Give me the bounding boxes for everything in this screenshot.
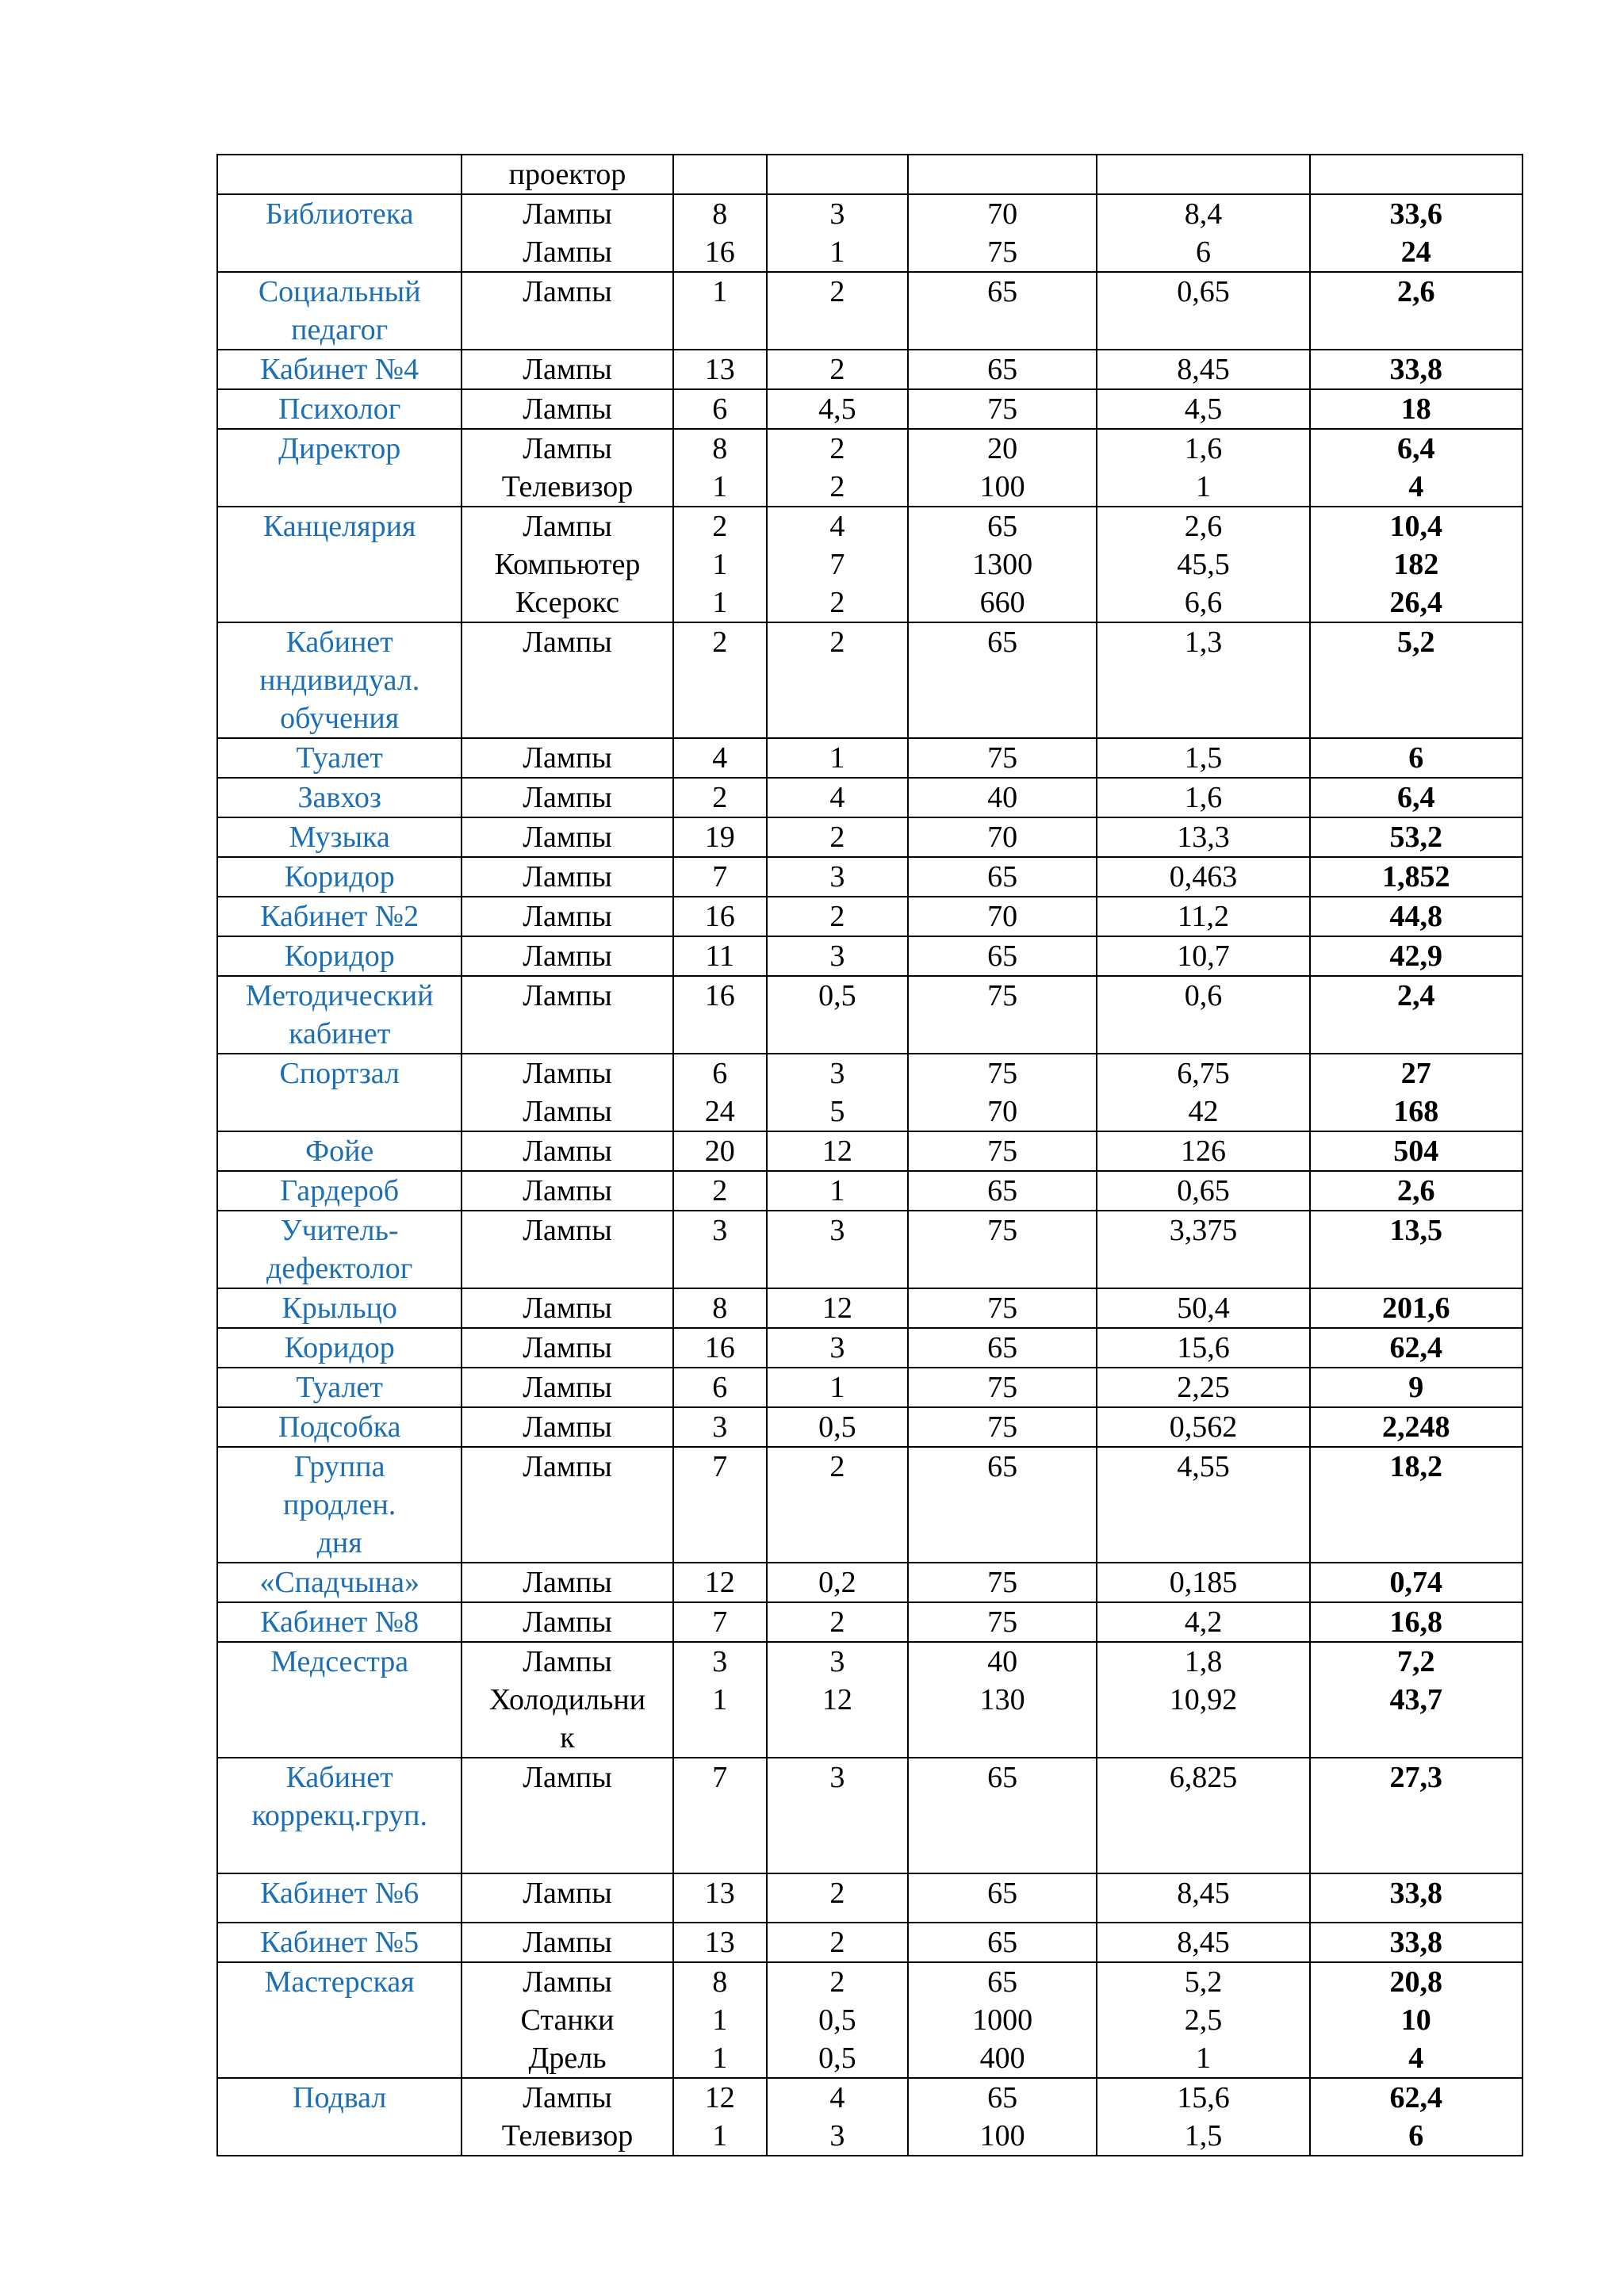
- total-consumption-cell: 6,4 4: [1310, 429, 1522, 507]
- quantity-cell: 1: [673, 272, 767, 350]
- daily-consumption-cell: 15,6 1,5: [1097, 2078, 1309, 2156]
- daily-consumption-cell: 3,375: [1097, 1211, 1309, 1288]
- daily-consumption-cell: 1,8 10,92: [1097, 1642, 1309, 1758]
- total-consumption-cell: 53,2: [1310, 817, 1522, 857]
- room-name-cell: Директор: [217, 429, 462, 507]
- total-consumption-cell: 2,4: [1310, 976, 1522, 1054]
- power-cell: 75 70: [908, 1054, 1097, 1131]
- hours-cell: 3: [767, 857, 908, 897]
- quantity-cell: 7: [673, 857, 767, 897]
- quantity-cell: 2 1 1: [673, 507, 767, 622]
- power-cell: 70: [908, 817, 1097, 857]
- daily-consumption-cell: 4,2: [1097, 1602, 1309, 1642]
- hours-cell: 0,2: [767, 1563, 908, 1602]
- device-cell: Лампы: [462, 389, 672, 429]
- room-name-cell: Спортзал: [217, 1054, 462, 1131]
- quantity-cell: 8 16: [673, 194, 767, 272]
- room-name-cell: Канцелярия: [217, 507, 462, 622]
- device-cell: Лампы: [462, 1923, 672, 1962]
- total-consumption-cell: 62,4 6: [1310, 2078, 1522, 2156]
- power-cell: 65: [908, 1447, 1097, 1563]
- hours-cell: 2 0,5 0,5: [767, 1962, 908, 2078]
- daily-consumption-cell: 10,7: [1097, 936, 1309, 976]
- room-name-cell: Подсобка: [217, 1407, 462, 1447]
- hours-cell: 0,5: [767, 976, 908, 1054]
- device-cell: Лампы: [462, 1758, 672, 1873]
- device-cell: Лампы: [462, 1602, 672, 1642]
- power-cell: 65: [908, 1171, 1097, 1211]
- hours-cell: 1: [767, 1368, 908, 1407]
- power-cell: 65: [908, 350, 1097, 389]
- quantity-cell: 2: [673, 622, 767, 738]
- table-row: [217, 1211, 1522, 1288]
- quantity-cell: 6 24: [673, 1054, 767, 1131]
- hours-cell: 2: [767, 350, 908, 389]
- table-row: [217, 1642, 1522, 1758]
- daily-consumption-cell: 8,45: [1097, 1873, 1309, 1923]
- daily-consumption-cell: 0,185: [1097, 1563, 1309, 1602]
- power-cell: 20 100: [908, 429, 1097, 507]
- daily-consumption-cell: 1,6: [1097, 778, 1309, 817]
- daily-consumption-cell: 2,25: [1097, 1368, 1309, 1407]
- power-cell: 65: [908, 272, 1097, 350]
- power-cell: 40 130: [908, 1642, 1097, 1758]
- room-name-cell: [217, 155, 462, 194]
- daily-consumption-cell: 15,6: [1097, 1328, 1309, 1368]
- device-cell: Лампы Компьютер Ксерокс: [462, 507, 672, 622]
- device-cell: Лампы: [462, 272, 672, 350]
- power-cell: 75: [908, 1563, 1097, 1602]
- room-name-cell: Гардероб: [217, 1171, 462, 1211]
- daily-consumption-cell: [1097, 155, 1309, 194]
- power-cell: 75: [908, 976, 1097, 1054]
- hours-cell: 2: [767, 817, 908, 857]
- quantity-cell: 16: [673, 1328, 767, 1368]
- total-consumption-cell: 2,6: [1310, 1171, 1522, 1211]
- total-consumption-cell: 20,8 10 4: [1310, 1962, 1522, 2078]
- room-name-cell: Группа продлен. дня: [217, 1447, 462, 1563]
- room-name-cell: Кабинет нндивидуал. обучения: [217, 622, 462, 738]
- power-cell: 65: [908, 936, 1097, 976]
- quantity-cell: 3: [673, 1211, 767, 1288]
- hours-cell: 2: [767, 1873, 908, 1923]
- energy-consumption-table: [216, 154, 1523, 2156]
- room-name-cell: Коридор: [217, 857, 462, 897]
- hours-cell: 0,5: [767, 1407, 908, 1447]
- power-cell: 65: [908, 622, 1097, 738]
- room-name-cell: Кабинет коррекц.груп.: [217, 1758, 462, 1873]
- room-name-cell: Методический кабинет: [217, 976, 462, 1054]
- total-consumption-cell: 2,6: [1310, 272, 1522, 350]
- daily-consumption-cell: 8,4 6: [1097, 194, 1309, 272]
- room-name-cell: Кабинет №8: [217, 1602, 462, 1642]
- total-consumption-cell: 18: [1310, 389, 1522, 429]
- table-row: [217, 1054, 1522, 1131]
- hours-cell: 1: [767, 1171, 908, 1211]
- daily-consumption-cell: 0,6: [1097, 976, 1309, 1054]
- power-cell: [908, 155, 1097, 194]
- total-consumption-cell: 7,2 43,7: [1310, 1642, 1522, 1758]
- daily-consumption-cell: 8,45: [1097, 350, 1309, 389]
- hours-cell: 3 5: [767, 1054, 908, 1131]
- quantity-cell: 2: [673, 1171, 767, 1211]
- total-consumption-cell: 27,3: [1310, 1758, 1522, 1873]
- quantity-cell: 7: [673, 1447, 767, 1563]
- total-consumption-cell: 0,74: [1310, 1563, 1522, 1602]
- device-cell: Лампы: [462, 1368, 672, 1407]
- power-cell: 65: [908, 1873, 1097, 1923]
- daily-consumption-cell: 4,5: [1097, 389, 1309, 429]
- total-consumption-cell: 18,2: [1310, 1447, 1522, 1563]
- device-cell: Лампы Холодильни к: [462, 1642, 672, 1758]
- total-consumption-cell: 62,4: [1310, 1328, 1522, 1368]
- quantity-cell: 3: [673, 1407, 767, 1447]
- table-row: [217, 1407, 1522, 1447]
- quantity-cell: 8 1: [673, 429, 767, 507]
- room-name-cell: Медсестра: [217, 1642, 462, 1758]
- quantity-cell: 12 1: [673, 2078, 767, 2156]
- hours-cell: 4 3: [767, 2078, 908, 2156]
- device-cell: Лампы: [462, 976, 672, 1054]
- daily-consumption-cell: 1,3: [1097, 622, 1309, 738]
- hours-cell: 1: [767, 738, 908, 778]
- quantity-cell: 16: [673, 897, 767, 936]
- table-row: [217, 1873, 1522, 1923]
- hours-cell: 3: [767, 936, 908, 976]
- power-cell: 75: [908, 1211, 1097, 1288]
- total-consumption-cell: 201,6: [1310, 1288, 1522, 1328]
- power-cell: 70 75: [908, 194, 1097, 272]
- power-cell: 75: [908, 389, 1097, 429]
- room-name-cell: Крыльцо: [217, 1288, 462, 1328]
- room-name-cell: Социальный педагог: [217, 272, 462, 350]
- device-cell: Лампы: [462, 1211, 672, 1288]
- table-row: [217, 1288, 1522, 1328]
- power-cell: 40: [908, 778, 1097, 817]
- device-cell: Лампы: [462, 1171, 672, 1211]
- power-cell: 75: [908, 1131, 1097, 1171]
- table-row: [217, 194, 1522, 272]
- room-name-cell: Музыка: [217, 817, 462, 857]
- quantity-cell: 13: [673, 350, 767, 389]
- table-row: [217, 857, 1522, 897]
- total-consumption-cell: 9: [1310, 1368, 1522, 1407]
- total-consumption-cell: 44,8: [1310, 897, 1522, 936]
- table-row: [217, 1368, 1522, 1407]
- device-cell: Лампы Лампы: [462, 1054, 672, 1131]
- device-cell: Лампы: [462, 897, 672, 936]
- power-cell: 65 100: [908, 2078, 1097, 2156]
- quantity-cell: 13: [673, 1873, 767, 1923]
- total-consumption-cell: 10,4 182 26,4: [1310, 507, 1522, 622]
- total-consumption-cell: 1,852: [1310, 857, 1522, 897]
- quantity-cell: 12: [673, 1563, 767, 1602]
- hours-cell: 2: [767, 622, 908, 738]
- room-name-cell: Учитель- дефектолог: [217, 1211, 462, 1288]
- power-cell: 65: [908, 1328, 1097, 1368]
- hours-cell: 2: [767, 1602, 908, 1642]
- device-cell: Лампы: [462, 778, 672, 817]
- power-cell: 65: [908, 857, 1097, 897]
- power-cell: 75: [908, 1407, 1097, 1447]
- table-row: [217, 1171, 1522, 1211]
- power-cell: 75: [908, 1368, 1097, 1407]
- device-cell: Лампы: [462, 936, 672, 976]
- daily-consumption-cell: 50,4: [1097, 1288, 1309, 1328]
- total-consumption-cell: 16,8: [1310, 1602, 1522, 1642]
- quantity-cell: 11: [673, 936, 767, 976]
- daily-consumption-cell: 0,562: [1097, 1407, 1309, 1447]
- device-cell: Лампы Телевизор: [462, 2078, 672, 2156]
- total-consumption-cell: 33,6 24: [1310, 194, 1522, 272]
- hours-cell: 3: [767, 1211, 908, 1288]
- hours-cell: 2: [767, 1923, 908, 1962]
- daily-consumption-cell: 1,5: [1097, 738, 1309, 778]
- room-name-cell: «Спадчына»: [217, 1563, 462, 1602]
- hours-cell: 2 2: [767, 429, 908, 507]
- room-name-cell: Коридор: [217, 1328, 462, 1368]
- room-name-cell: Туалет: [217, 1368, 462, 1407]
- total-consumption-cell: 33,8: [1310, 1923, 1522, 1962]
- daily-consumption-cell: 0,463: [1097, 857, 1309, 897]
- hours-cell: 4: [767, 778, 908, 817]
- quantity-cell: 6: [673, 1368, 767, 1407]
- device-cell: Лампы: [462, 1447, 672, 1563]
- daily-consumption-cell: 6,75 42: [1097, 1054, 1309, 1131]
- hours-cell: 4,5: [767, 389, 908, 429]
- device-cell: Лампы: [462, 622, 672, 738]
- table-row: [217, 1131, 1522, 1171]
- table-row: [217, 1962, 1522, 2078]
- table-row: [217, 272, 1522, 350]
- hours-cell: 12: [767, 1288, 908, 1328]
- hours-cell: 2: [767, 1447, 908, 1563]
- quantity-cell: 6: [673, 389, 767, 429]
- room-name-cell: Библиотека: [217, 194, 462, 272]
- hours-cell: 3 12: [767, 1642, 908, 1758]
- quantity-cell: 8: [673, 1288, 767, 1328]
- device-cell: Лампы: [462, 1873, 672, 1923]
- daily-consumption-cell: 0,65: [1097, 272, 1309, 350]
- device-cell: проектор: [462, 155, 672, 194]
- hours-cell: 3 1: [767, 194, 908, 272]
- daily-consumption-cell: 4,55: [1097, 1447, 1309, 1563]
- total-consumption-cell: 2,248: [1310, 1407, 1522, 1447]
- table-row: [217, 2078, 1522, 2156]
- table-row: [217, 1602, 1522, 1642]
- room-name-cell: Завхоз: [217, 778, 462, 817]
- power-cell: 65: [908, 1758, 1097, 1873]
- room-name-cell: Фойе: [217, 1131, 462, 1171]
- total-consumption-cell: 33,8: [1310, 350, 1522, 389]
- quantity-cell: 7: [673, 1602, 767, 1642]
- table-row: [217, 1758, 1522, 1873]
- device-cell: Лампы Лампы: [462, 194, 672, 272]
- room-name-cell: Кабинет №4: [217, 350, 462, 389]
- table-body: [217, 155, 1522, 2156]
- table-row: [217, 429, 1522, 507]
- device-cell: Лампы: [462, 350, 672, 389]
- daily-consumption-cell: 11,2: [1097, 897, 1309, 936]
- quantity-cell: 7: [673, 1758, 767, 1873]
- total-consumption-cell: 33,8: [1310, 1873, 1522, 1923]
- table-row: [217, 155, 1522, 194]
- table-row: [217, 350, 1522, 389]
- quantity-cell: 16: [673, 976, 767, 1054]
- table-row: [217, 1923, 1522, 1962]
- total-consumption-cell: 5,2: [1310, 622, 1522, 738]
- device-cell: Лампы Телевизор: [462, 429, 672, 507]
- power-cell: 65 1000 400: [908, 1962, 1097, 2078]
- quantity-cell: 20: [673, 1131, 767, 1171]
- quantity-cell: [673, 155, 767, 194]
- device-cell: Лампы: [462, 817, 672, 857]
- room-name-cell: Коридор: [217, 936, 462, 976]
- quantity-cell: 8 1 1: [673, 1962, 767, 2078]
- power-cell: 75: [908, 1288, 1097, 1328]
- power-cell: 70: [908, 897, 1097, 936]
- table-row: [217, 1447, 1522, 1563]
- hours-cell: 3: [767, 1328, 908, 1368]
- room-name-cell: Мастерская: [217, 1962, 462, 2078]
- table-row: [217, 622, 1522, 738]
- total-consumption-cell: 27 168: [1310, 1054, 1522, 1131]
- quantity-cell: 3 1: [673, 1642, 767, 1758]
- total-consumption-cell: 6,4: [1310, 778, 1522, 817]
- device-cell: Лампы: [462, 1563, 672, 1602]
- room-name-cell: Кабинет №5: [217, 1923, 462, 1962]
- daily-consumption-cell: 2,6 45,5 6,6: [1097, 507, 1309, 622]
- device-cell: Лампы: [462, 738, 672, 778]
- daily-consumption-cell: 6,825: [1097, 1758, 1309, 1873]
- daily-consumption-cell: 8,45: [1097, 1923, 1309, 1962]
- quantity-cell: 19: [673, 817, 767, 857]
- daily-consumption-cell: 13,3: [1097, 817, 1309, 857]
- hours-cell: 3: [767, 1758, 908, 1873]
- total-consumption-cell: 42,9: [1310, 936, 1522, 976]
- device-cell: Лампы: [462, 857, 672, 897]
- device-cell: Лампы: [462, 1328, 672, 1368]
- power-cell: 65: [908, 1923, 1097, 1962]
- table-row: [217, 936, 1522, 976]
- hours-cell: 12: [767, 1131, 908, 1171]
- daily-consumption-cell: 1,6 1: [1097, 429, 1309, 507]
- total-consumption-cell: 6: [1310, 738, 1522, 778]
- device-cell: Лампы: [462, 1131, 672, 1171]
- total-consumption-cell: 504: [1310, 1131, 1522, 1171]
- total-consumption-cell: [1310, 155, 1522, 194]
- room-name-cell: Психолог: [217, 389, 462, 429]
- quantity-cell: 2: [673, 778, 767, 817]
- table-row: [217, 1563, 1522, 1602]
- hours-cell: [767, 155, 908, 194]
- hours-cell: 2: [767, 897, 908, 936]
- device-cell: Лампы Станки Дрель: [462, 1962, 672, 2078]
- total-consumption-cell: 13,5: [1310, 1211, 1522, 1288]
- power-cell: 65 1300 660: [908, 507, 1097, 622]
- table-row: [217, 778, 1522, 817]
- table-row: [217, 389, 1522, 429]
- room-name-cell: Кабинет №2: [217, 897, 462, 936]
- device-cell: Лампы: [462, 1288, 672, 1328]
- hours-cell: 4 7 2: [767, 507, 908, 622]
- device-cell: Лампы: [462, 1407, 672, 1447]
- table-row: [217, 976, 1522, 1054]
- table-row: [217, 507, 1522, 622]
- quantity-cell: 13: [673, 1923, 767, 1962]
- daily-consumption-cell: 0,65: [1097, 1171, 1309, 1211]
- room-name-cell: Кабинет №6: [217, 1873, 462, 1923]
- power-cell: 75: [908, 1602, 1097, 1642]
- room-name-cell: Туалет: [217, 738, 462, 778]
- hours-cell: 2: [767, 272, 908, 350]
- table-row: [217, 738, 1522, 778]
- quantity-cell: 4: [673, 738, 767, 778]
- power-cell: 75: [908, 738, 1097, 778]
- daily-consumption-cell: 5,2 2,5 1: [1097, 1962, 1309, 2078]
- table-row: [217, 817, 1522, 857]
- daily-consumption-cell: 126: [1097, 1131, 1309, 1171]
- room-name-cell: Подвал: [217, 2078, 462, 2156]
- table-row: [217, 1328, 1522, 1368]
- table-row: [217, 897, 1522, 936]
